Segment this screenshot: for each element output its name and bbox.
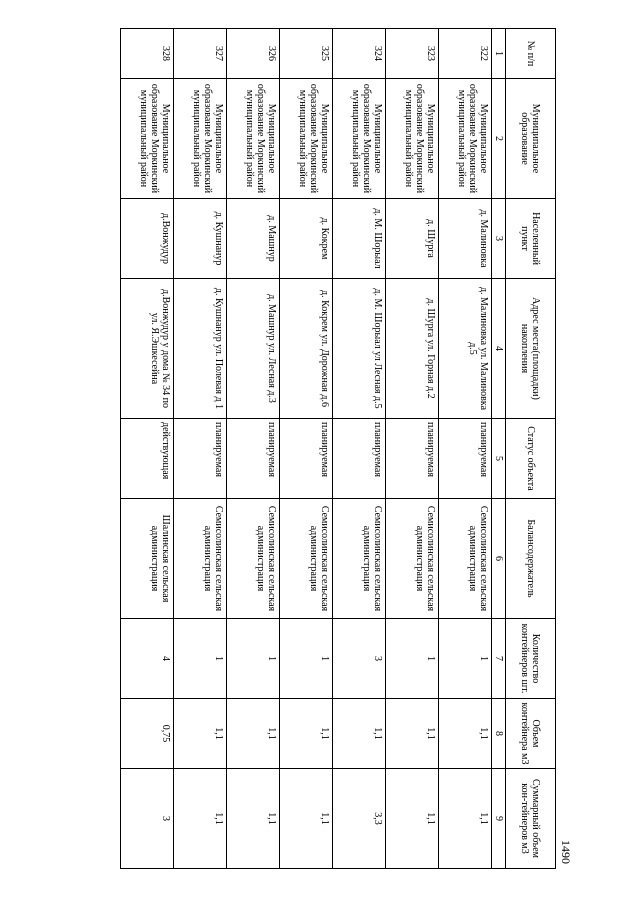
container-volume-cell: 0,75: [121, 699, 174, 769]
header-cell: Объем контейнера м3: [506, 699, 556, 769]
municipality-cell: Муниципальное образование Моркинский муниципальный район: [121, 79, 174, 199]
address-cell: д. Кокрем ул. Дорожная д.6: [280, 279, 333, 419]
status-cell: планируемая: [280, 419, 333, 499]
container-count-cell: 1: [227, 619, 280, 699]
municipality-cell: Муниципальное образование Моркинский муниципальный район: [439, 79, 492, 199]
table-row: [280, 29, 333, 869]
column-number: 4: [492, 279, 506, 419]
container-sites-table: [120, 28, 556, 869]
container-count-cell: 4: [121, 619, 174, 699]
header-cell: № п/п: [506, 29, 556, 79]
container-count-cell: 1: [280, 619, 333, 699]
table-row: [227, 29, 280, 869]
header-row: [506, 29, 556, 869]
container-volume-cell: 1,1: [280, 699, 333, 769]
header-cell: Адрес места(площадки) накопления: [506, 279, 556, 419]
header-cell: Муниципальное образование: [506, 79, 556, 199]
container-volume-cell: 1,1: [333, 699, 386, 769]
table-row: [121, 29, 174, 869]
settlement-cell: д.Вонжудур: [121, 199, 174, 279]
municipality-cell: Муниципальное образование Моркинский муниципальный район: [280, 79, 333, 199]
column-number: 6: [492, 499, 506, 619]
status-cell: действующая: [121, 419, 174, 499]
column-number-row: [492, 29, 506, 869]
total-volume-cell: 1,1: [439, 769, 492, 869]
row-number: 326: [227, 29, 280, 79]
holder-cell: Семисолинская сельская администрация: [227, 499, 280, 619]
holder-cell: Семисолинская сельская администрация: [333, 499, 386, 619]
status-cell: планируемая: [386, 419, 439, 499]
municipality-cell: Муниципальное образование Моркинский муниципальный район: [386, 79, 439, 199]
settlement-cell: д. Шурга: [386, 199, 439, 279]
header-cell: Балансодержатель: [506, 499, 556, 619]
column-number: 2: [492, 79, 506, 199]
header-cell: Статус объекта: [506, 419, 556, 499]
container-volume-cell: 1,1: [227, 699, 280, 769]
address-cell: д. М. Шорыал ул Лесная д.5: [333, 279, 386, 419]
header-cell: Количество контейнеров шт.: [506, 619, 556, 699]
holder-cell: Семисолинская сельская администрация: [439, 499, 492, 619]
container-volume-cell: 1,1: [386, 699, 439, 769]
municipality-cell: Муниципальное образование Моркинский муниципальный район: [333, 79, 386, 199]
page-number: 1490: [559, 840, 573, 864]
total-volume-cell: 3,3: [333, 769, 386, 869]
row-number: 322: [439, 29, 492, 79]
status-cell: планируемая: [174, 419, 227, 499]
column-number: 7: [492, 619, 506, 699]
column-number: 9: [492, 769, 506, 869]
total-volume-cell: 1,1: [280, 769, 333, 869]
container-count-cell: 1: [386, 619, 439, 699]
table-row: [174, 29, 227, 869]
address-cell: д. Кушнанур ул. Полевая д 1: [174, 279, 227, 419]
header-cell: Населенный пункт: [506, 199, 556, 279]
container-count-cell: 3: [333, 619, 386, 699]
holder-cell: Шалинская сельская администрация: [121, 499, 174, 619]
settlement-cell: д. М. Шорыал: [333, 199, 386, 279]
column-number: 1: [492, 29, 506, 79]
header-cell: Суммарный объем кон-тейнеров м3: [506, 769, 556, 869]
municipality-cell: Муниципальное образование Моркинский муниципальный район: [227, 79, 280, 199]
settlement-cell: д. Кушнанур: [174, 199, 227, 279]
address-cell: д. Машнур ул. Лесная д.3: [227, 279, 280, 419]
container-volume-cell: 1,1: [174, 699, 227, 769]
status-cell: планируемая: [439, 419, 492, 499]
container-volume-cell: 1,1: [439, 699, 492, 769]
settlement-cell: д. Кокрем: [280, 199, 333, 279]
total-volume-cell: 1,1: [386, 769, 439, 869]
holder-cell: Семисолинская сельская администрация: [386, 499, 439, 619]
total-volume-cell: 3: [121, 769, 174, 869]
container-count-cell: 1: [439, 619, 492, 699]
row-number: 327: [174, 29, 227, 79]
status-cell: планируемая: [227, 419, 280, 499]
row-number: 324: [333, 29, 386, 79]
table-row: [439, 29, 492, 869]
table-row: [386, 29, 439, 869]
column-number: 8: [492, 699, 506, 769]
column-number: 5: [492, 419, 506, 499]
address-cell: д. Малиновка ул. Малиновка д.5: [439, 279, 492, 419]
row-number: 323: [386, 29, 439, 79]
row-number: 328: [121, 29, 174, 79]
rotated-page: [0, 28, 580, 868]
container-count-cell: 1: [174, 619, 227, 699]
table-row: [333, 29, 386, 869]
settlement-cell: д. Малиновка: [439, 199, 492, 279]
holder-cell: Семисолинская сельская администрация: [174, 499, 227, 619]
municipality-cell: Муниципальное образование Моркинский муниципальный район: [174, 79, 227, 199]
settlement-cell: д. Машнур: [227, 199, 280, 279]
address-cell: д. Шурга ул. Горная д.2: [386, 279, 439, 419]
address-cell: д.Вонжудур у дома № 34 по ул. Я.Эшкесейна: [121, 279, 174, 419]
column-number: 3: [492, 199, 506, 279]
status-cell: планируемая: [333, 419, 386, 499]
row-number: 325: [280, 29, 333, 79]
holder-cell: Семисолинская сельская администрация: [280, 499, 333, 619]
total-volume-cell: 1,1: [227, 769, 280, 869]
total-volume-cell: 1,1: [174, 769, 227, 869]
